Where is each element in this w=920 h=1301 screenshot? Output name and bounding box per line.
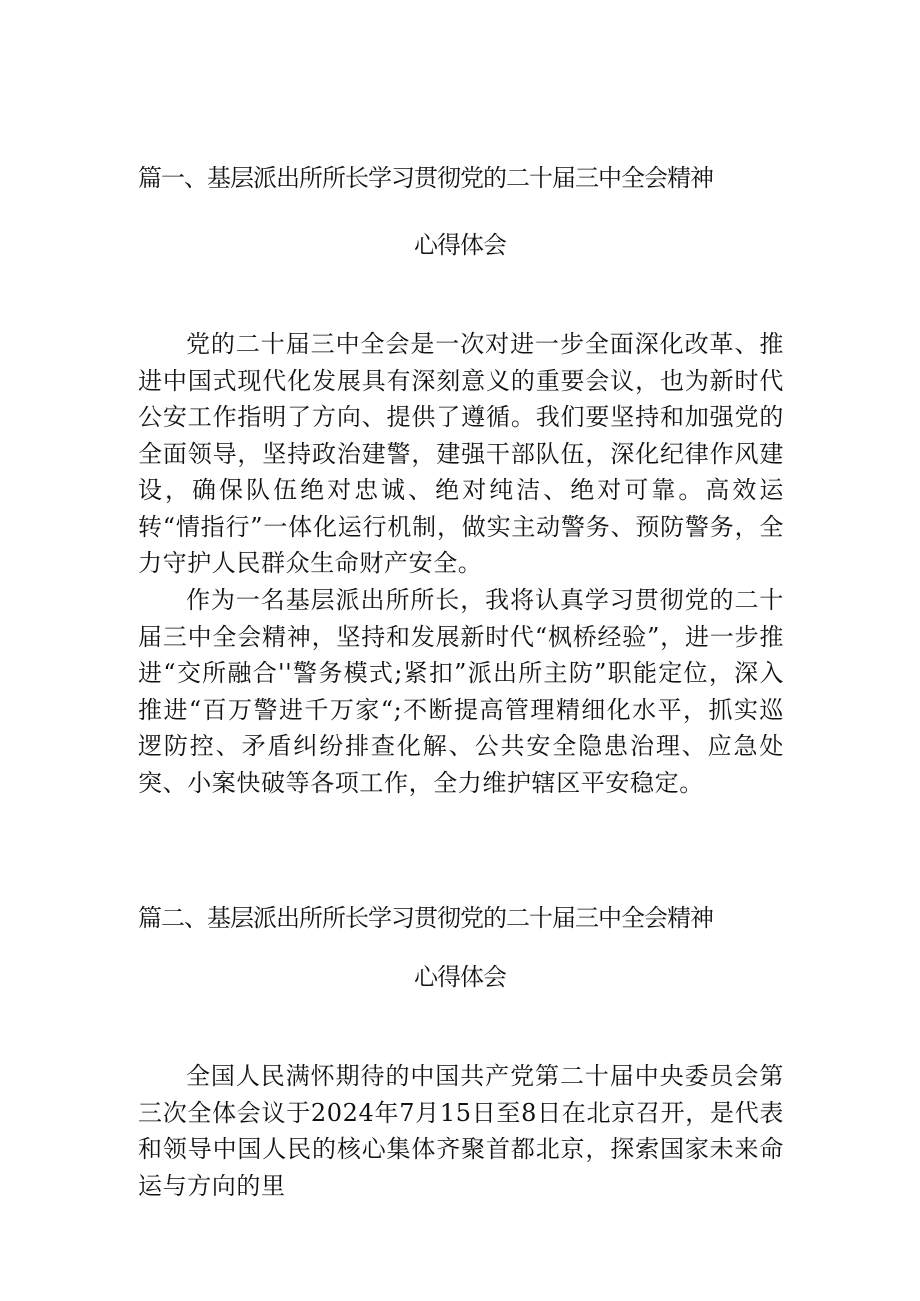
section-1-paragraph-2: 作为一名基层派出所所长，我将认真学习贯彻党的二十届三中全会精神，坚持和发展新时代“枫桥经验”，进一步推进“交所融合''警务模式;紧扣”派出所主防”职能定位，深入推进“百万警进千万家“;不断提高管理精细化水平，抓实巡逻防控、矛盾纠纷排查化解、公共安全隐患治理、应急处突、小案快破等各项工作，全力维护辖区平安稳定。	[138, 586, 784, 797]
section-1-paragraph-1: 党的二十届三中全会是一次对进一步全面深化改革、推进中国式现代化发展具有深刻意义的重要会议，也为新时代公安工作指明了方向、提供了遵循。我们要坚持和加强党的全面领导，坚持政治建警，建强干部队伍，深化纪律作风建设，确保队伍绝对忠诚、绝对纯洁、绝对可靠。高效运转“情指行”一体化运行机制，做实主动警务、预防警务，全力守护人民群众生命财产安全。	[138, 330, 784, 577]
section-2-title: 篇二、基层派出所所长学习贯彻党的二十届三中全会精神	[138, 904, 713, 932]
section-1-title: 篇一、基层派出所所长学习贯彻党的二十届三中全会精神	[138, 164, 713, 192]
section-2-paragraph-1: 全国人民满怀期待的中国共产党第二十届中央委员会第三次全体会议于2024年7月15日至8日在北京召开，是代表和领导中国人民的核心集体齐聚首都北京，探索国家未来命运与方向的里	[138, 1062, 784, 1200]
section-2-subtitle: 心得体会	[414, 963, 506, 991]
section-1-subtitle: 心得体会	[414, 231, 506, 259]
